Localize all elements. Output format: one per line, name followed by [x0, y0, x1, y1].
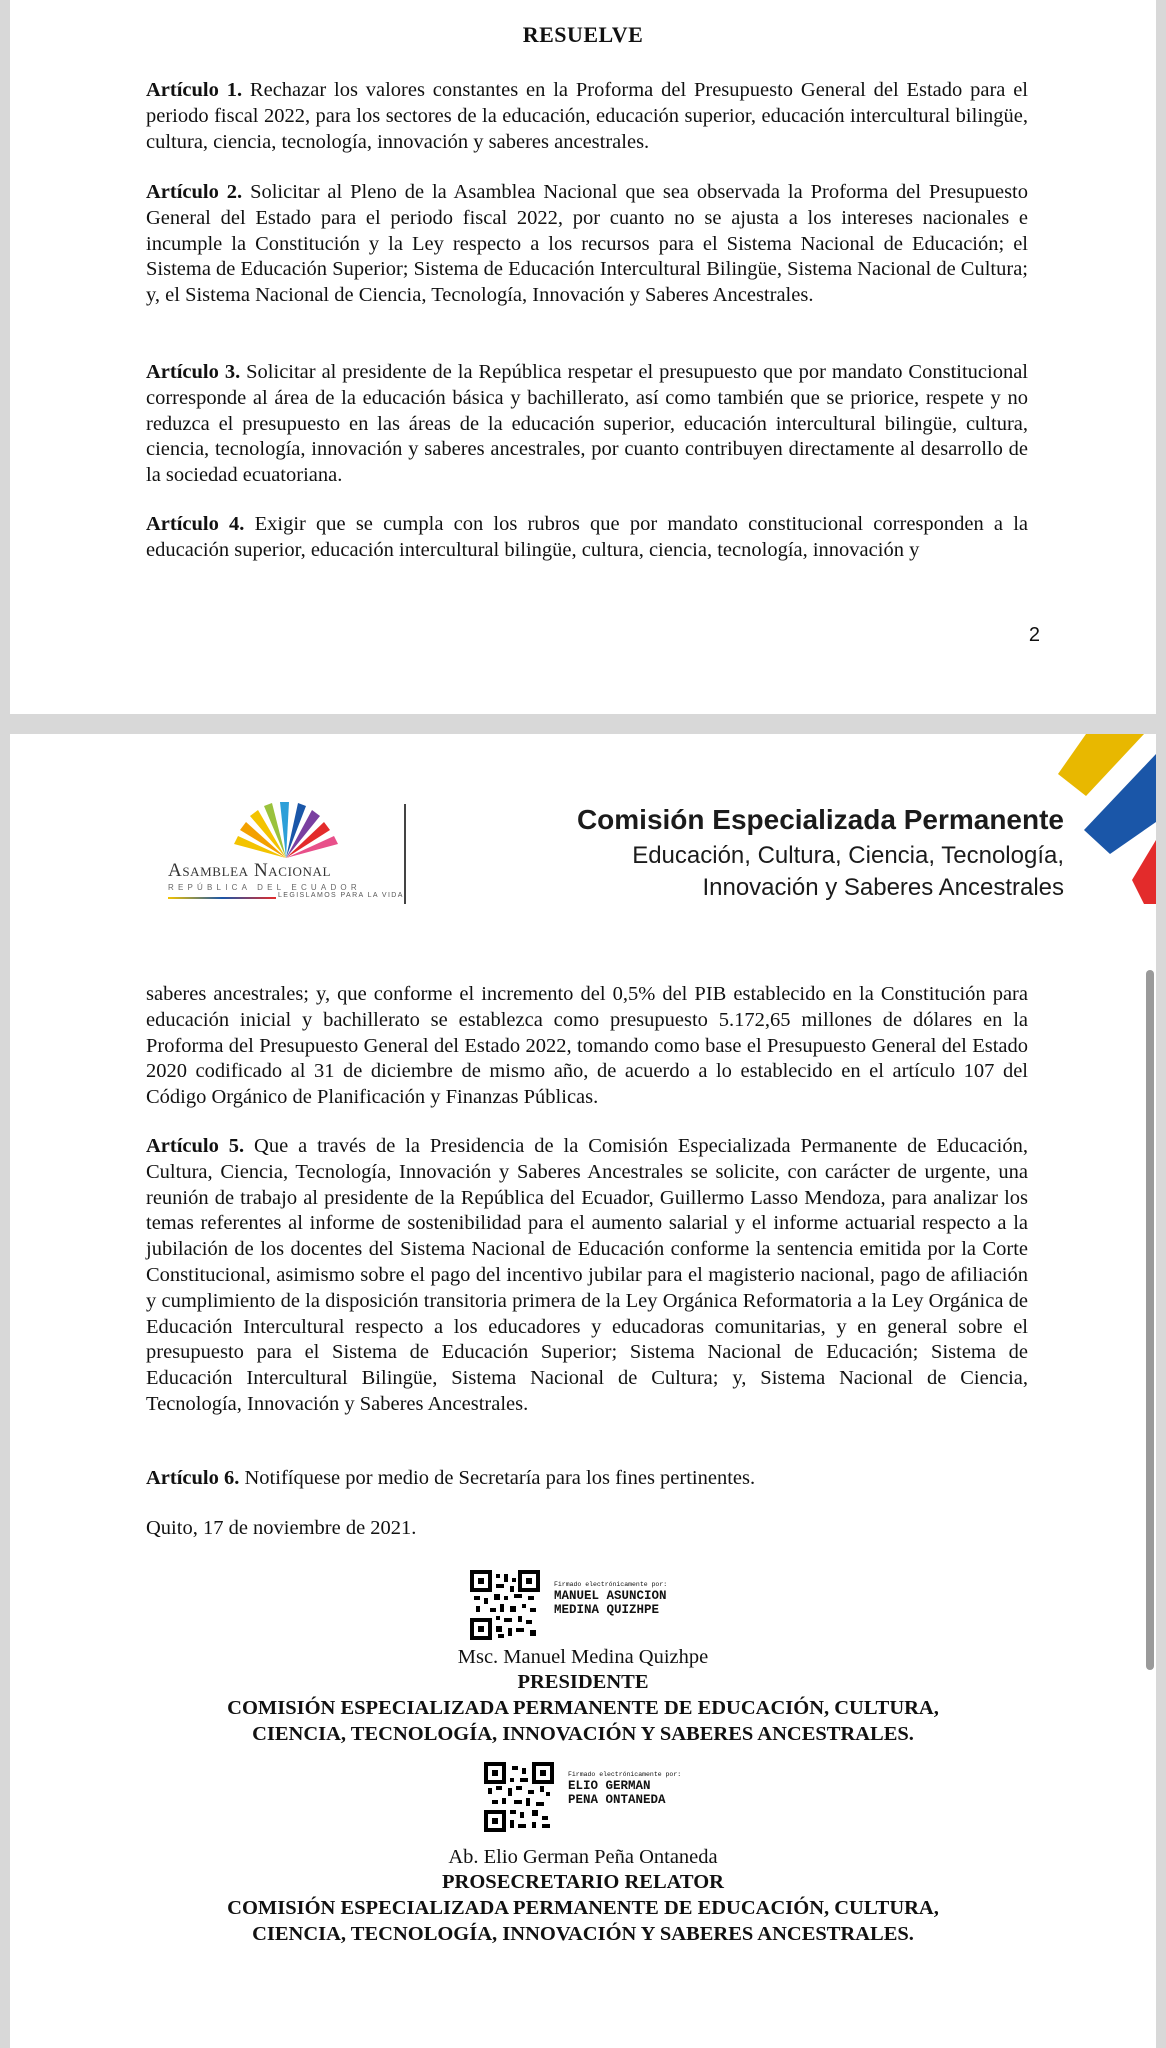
signed-name-line-2: PENA ONTANEDA [568, 1793, 666, 1807]
article-4 [146, 512, 1028, 564]
asamblea-logo [168, 802, 408, 902]
logo-subtitle: REPÚBLICA DEL ECUADOR [168, 883, 361, 892]
article-2 [146, 180, 1028, 309]
signer-2-org-line-2: CIENCIA, TECNOLOGÍA, INNOVACIÓN Y SABERES ANCESTRALES. [252, 1923, 914, 1945]
article-text: Rechazar los valores constantes en la Proforma del Presupuesto General del Estado para el periodo fiscal 2022, para los sectores de la educación, educación superior, educación intercultural bilingüe, cultura, ciencia, tecnología, innovación y saberes ancestrales. [146, 79, 1029, 153]
commission-title: Comisión Especializada Permanente [576, 804, 1064, 835]
signed-name-line-2: MEDINA QUIZHPE [554, 1603, 660, 1617]
header-divider [404, 804, 406, 904]
logo-name: Asamblea Nacional [168, 860, 332, 881]
sun-rays-icon [226, 800, 346, 862]
commission-subtitle-line-1: Educación, Cultura, Ciencia, Tecnología, [632, 842, 1064, 869]
article-label: Artículo 6. [146, 1467, 240, 1489]
qr-code-icon [484, 1762, 554, 1832]
flag-stripe-red [1132, 840, 1156, 904]
qr-code-icon [470, 1570, 540, 1640]
article-6 [146, 1466, 1028, 1492]
logo-tagline: LEGISLAMOS PARA LA VIDA [278, 892, 404, 899]
resuelve-heading: RESUELVE [522, 22, 644, 47]
signer-2-org-line-1: COMISIÓN ESPECIALIZADA PERMANENTE DE EDUCACIÓN, CULTURA, [227, 1897, 939, 1919]
signer-1-org-line-1: COMISIÓN ESPECIALIZADA PERMANENTE DE EDUCACIÓN, CULTURA, [227, 1697, 939, 1719]
article-label: Artículo 5. [146, 1135, 245, 1157]
article-1 [146, 78, 1028, 155]
article-text: Solicitar al Pleno de la Asamblea Nacional que sea observada la Proforma del Presupuesto General del Estado para el periodo fiscal 2022, por cuanto no se ajusta a los intereses nacionales e incumple la Constitución y la Ley respecto a los recursos para el Sistema Nacional de Educación; el Sistema de Educación Superior; Sistema de Educación Intercultural Bilingüe, Sistema Nacional de Cultura; y, el Sistema Nacional de Ciencia, Tecnología, Innovación y Saberes Ancestrales. [146, 181, 1028, 307]
signer-1-name: Msc. Manuel Medina Quizhpe [457, 1646, 709, 1668]
signed-name-line-1: ELIO GERMAN [568, 1779, 651, 1793]
signer-2-role: PROSECRETARIO RELATOR [442, 1871, 724, 1893]
signed-name-line-1: MANUEL ASUNCION [554, 1589, 667, 1603]
document-page-2 [10, 734, 1156, 2048]
article-label: Artículo 2. [146, 181, 243, 203]
logo-color-line [168, 897, 276, 899]
signer-1-org-line-2: CIENCIA, TECNOLOGÍA, INNOVACIÓN Y SABERES ANCESTRALES. [252, 1723, 914, 1745]
page-number: 2 [1028, 624, 1040, 646]
article-text: Notifíquese por medio de Secretaría para los fines pertinentes. [239, 1467, 756, 1489]
article-text: Que a través de la Presidencia de la Comisión Especializada Permanente de Educación, Cultura, Ciencia, Tecnología, Innovación y Saberes Ancestrales se solicite, con carácter de urgente, una reunión de trabajo al presidente de la República del Ecuador, Guillermo Lasso Mendoza, para analizar los temas referentes al informe de sostenibilidad para el aumento salarial y el informe actuarial respecto a la jubilación de los docentes del Sistema Nacional de Educación conforme la sentencia emitida por la Corte Constitucional, asimismo sobre el pago del incentivo jubilar para el magisterio nacional, pago de afiliación y cumplimiento de la disposición transitoria primera de la Ley Orgánica Reformatoria a la Ley Orgánica de Educación Intercultural respecto a los educadores y educadoras comunitarias, y en general sobre el presupuesto para el Sistema de Educación Superior; Sistema Nacional de Educación; Sistema de Educación Intercultural Bilingüe, Sistema Nacional de Cultura; y, Sistema Nacional de Ciencia, Tecnología, Innovación y Saberes Ancestrales. [146, 1135, 1028, 1415]
signed-by-label: Firmado electrónicamente por: [568, 1771, 682, 1778]
article-label: Artículo 1. [146, 79, 243, 101]
commission-subtitle [544, 840, 1064, 904]
commission-subtitle-line-2: Innovación y Saberes Ancestrales [702, 874, 1064, 901]
signed-by-label: Firmado electrónicamente por: [554, 1581, 668, 1588]
article-4-continuation: saberes ancestrales; y, que conforme el incremento del 0,5% del PIB establecido en la Constitución para educación inicial y bachillerato se establezca como presupuesto 5.172,65 millones de dólares en la Proforma del Presupuesto General del Estado 2022, tomando como base el Presupuesto General del Estado 2020 codificado al 31 de diciembre de mismo año, de acuerdo a lo establecido en el artículo 107 del Código Orgánico de Planificación y Finanzas Públicas. [146, 983, 1028, 1109]
date-line: Quito, 17 de noviembre de 2021. [146, 1517, 417, 1539]
article-text: Exigir que se cumpla con los rubros que por mandato constitucional corresponden a la educación superior, educación intercultural bilingüe, cultura, ciencia, tecnología, innovación y [146, 513, 1028, 561]
signer-2-name: Ab. Elio German Peña Ontaneda [448, 1846, 718, 1868]
vertical-scrollbar[interactable] [1146, 970, 1154, 1670]
article-label: Artículo 3. [146, 361, 241, 383]
signer-1-role: PRESIDENTE [517, 1671, 649, 1693]
article-text: Solicitar al presidente de la República respetar el presupuesto que por mandato Constitucional corresponde al área de la educación básica y bachillerato, así como también que se priorice, respete y no reduzca el presupuesto en las áreas de la educación superior, educación intercultural bilingüe, cultura, ciencia, tecnología, innovación y saberes ancestrales, por cuanto contribuyen directamente al desarrollo de la sociedad ecuatoriana. [146, 361, 1028, 487]
article-3 [146, 360, 1028, 489]
article-5 [146, 1134, 1028, 1418]
article-label: Artículo 4. [146, 513, 245, 535]
signature-1-metadata [554, 1580, 667, 1617]
signature-2-metadata [568, 1770, 681, 1807]
document-page-1 [10, 0, 1156, 714]
